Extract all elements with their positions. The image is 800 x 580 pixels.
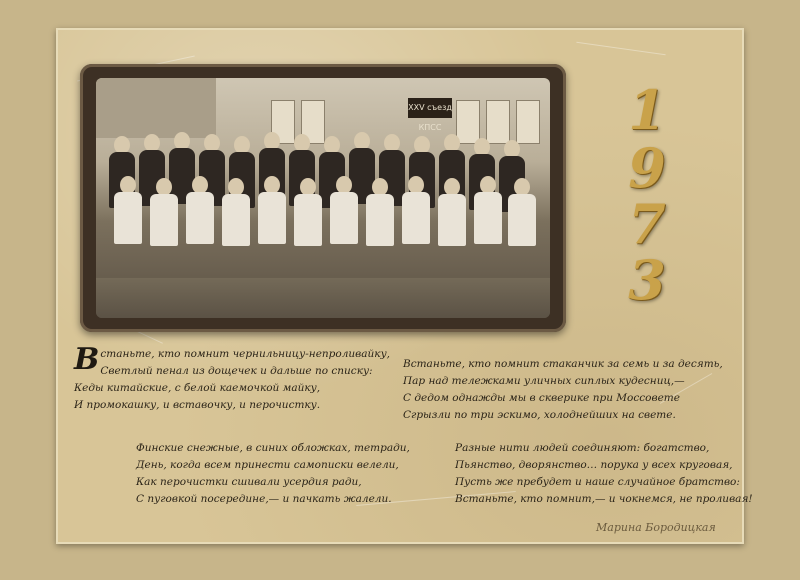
poem-line: Пьянство, дворянство… порука у всех круговая,	[455, 459, 733, 471]
photo-banner: XXV съезд КПСС	[408, 98, 452, 118]
year-digit: 9	[628, 136, 666, 200]
poem-line: Как перочистки сшивали усердия ради,	[136, 476, 362, 488]
year-digit: 1	[628, 78, 666, 142]
author-signature: Марина Бородицкая	[596, 521, 716, 534]
poem-stanza-2	[136, 440, 410, 508]
poem-line: Встаньте, кто помнит,— и чокнемся, не проливая!	[455, 493, 753, 505]
poem-line: Финские снежные, в синих обложках, тетради,	[136, 442, 410, 454]
poem-line: станьте, кто помнит чернильницу-непроливайку,	[100, 348, 390, 360]
poem-dropcap: В	[74, 342, 100, 377]
class-photo	[96, 78, 550, 318]
poem-line: Сгрызли по три эскимо, холоднейших на свете.	[403, 409, 676, 421]
photo-people	[96, 132, 550, 282]
class-photo-frame	[80, 64, 566, 332]
poem-stanza-1	[74, 342, 390, 414]
poem-line: Разные нити людей соединяют: богатство,	[455, 442, 710, 454]
poem-stanza-3	[403, 356, 723, 424]
poem-line: Кеды китайские, с белой каемочкой майку,	[74, 382, 321, 394]
texture-scratch	[576, 42, 665, 56]
poem-line: С пуговкой посередине,— и пачкать жалели.	[136, 493, 392, 505]
poem-line: Пусть же пребудет и наше случайное братство:	[455, 476, 740, 488]
poem-line: С дедом однажды мы в скверике при Моссовете	[403, 392, 680, 404]
poem-line: Пар над тележками уличных сиплых кудесниц,—	[403, 375, 685, 387]
poem-line: Светлый пенал из дощечек и дальше по списку:	[100, 365, 373, 377]
poem-stanza-4	[455, 440, 753, 508]
poem-line: И промокашку, и вставочку, и перочистку.	[74, 399, 321, 411]
poem-line: День, когда всем принести самописки велели,	[136, 459, 399, 471]
year-digit: 7	[628, 192, 666, 256]
year-digit: 3	[628, 248, 666, 312]
poem-line: Встаньте, кто помнит стаканчик за семь и за десять,	[403, 358, 723, 370]
